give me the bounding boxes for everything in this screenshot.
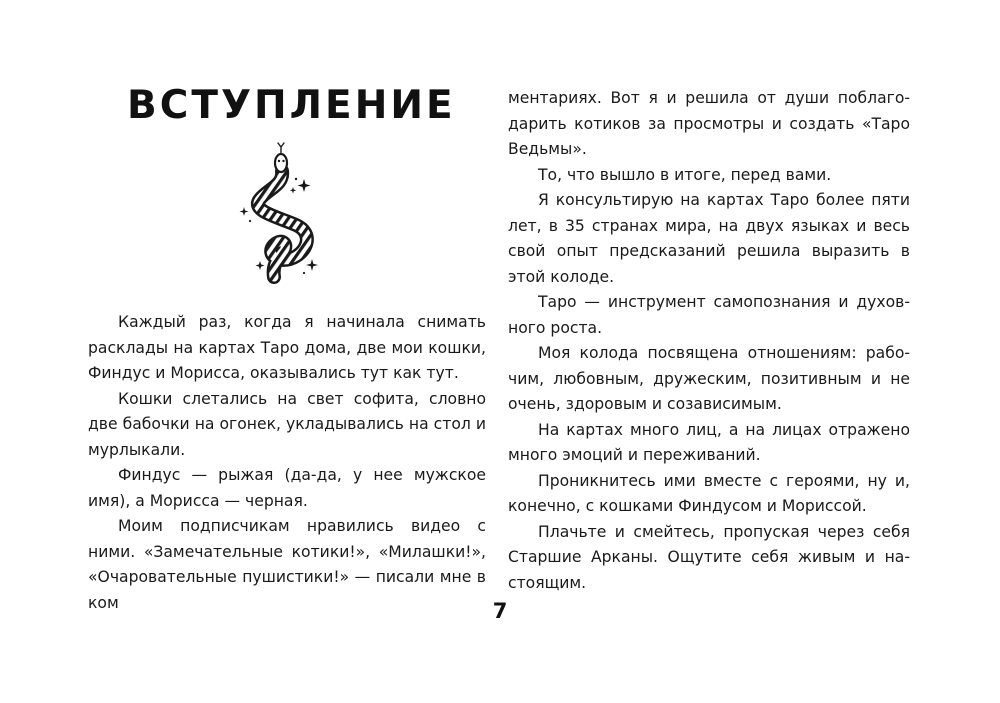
paragraph: Плачьте и смейтесь, пропуская через себя Старшие Арканы. Ощутите себя живым и настоящим.: [508, 522, 910, 592]
paragraph: Кошки слетались на свет софита, словно две бабочки на огонек, укладывались на стол и мурлыкали.: [88, 389, 486, 459]
paragraph: Моим подписчикам нравились видео с ними. «Замечательные котики!», «Милашки!», «Очаровательные пушистики!» — писали мне в ком: [88, 517, 486, 612]
snake-icon: [238, 141, 318, 287]
paragraph: Каждый раз, когда я начинала снимать расклады на картах Таро дома, две мои кошки, Финдус и Морисса, оказывались тут как тут.: [88, 313, 486, 382]
left-column: [88, 310, 486, 616]
paragraph: Моя колода посвящена отношениям: рабочим, любовным, дружеским, позитивным и не очень, здоровым и созависимым.: [508, 344, 910, 413]
paragraph: То, что вышло в итоге, перед вами.: [538, 165, 832, 184]
page-title: ВСТУПЛЕНИЕ: [127, 83, 456, 128]
paragraph-continued: ментариях. Вот я и решила от души поблагодарить котиков за просмотры и создать «Таро Ведьмы».: [508, 89, 910, 158]
paragraph: Таро — инструмент самопознания и духовного роста.: [508, 293, 910, 337]
right-column: [508, 86, 910, 596]
paragraph: Проникнитесь ими вместе с героями, ну и, конечно, с кошками Финдусом и Мориссой.: [508, 471, 910, 515]
paragraph: На картах много лиц, а на лицах отражено много эмоций и переживаний.: [508, 420, 910, 464]
page-number: 7: [492, 599, 508, 623]
paragraph: Финдус — рыжая (да-да, у нее мужское имя), а Морисса — черная.: [88, 466, 486, 510]
paragraph: Я консультирую на картах Таро более пяти лет, в 35 странах мира, на двух языках и весь свой опыт предсказаний решила выразить в этой колоде.: [508, 191, 910, 286]
